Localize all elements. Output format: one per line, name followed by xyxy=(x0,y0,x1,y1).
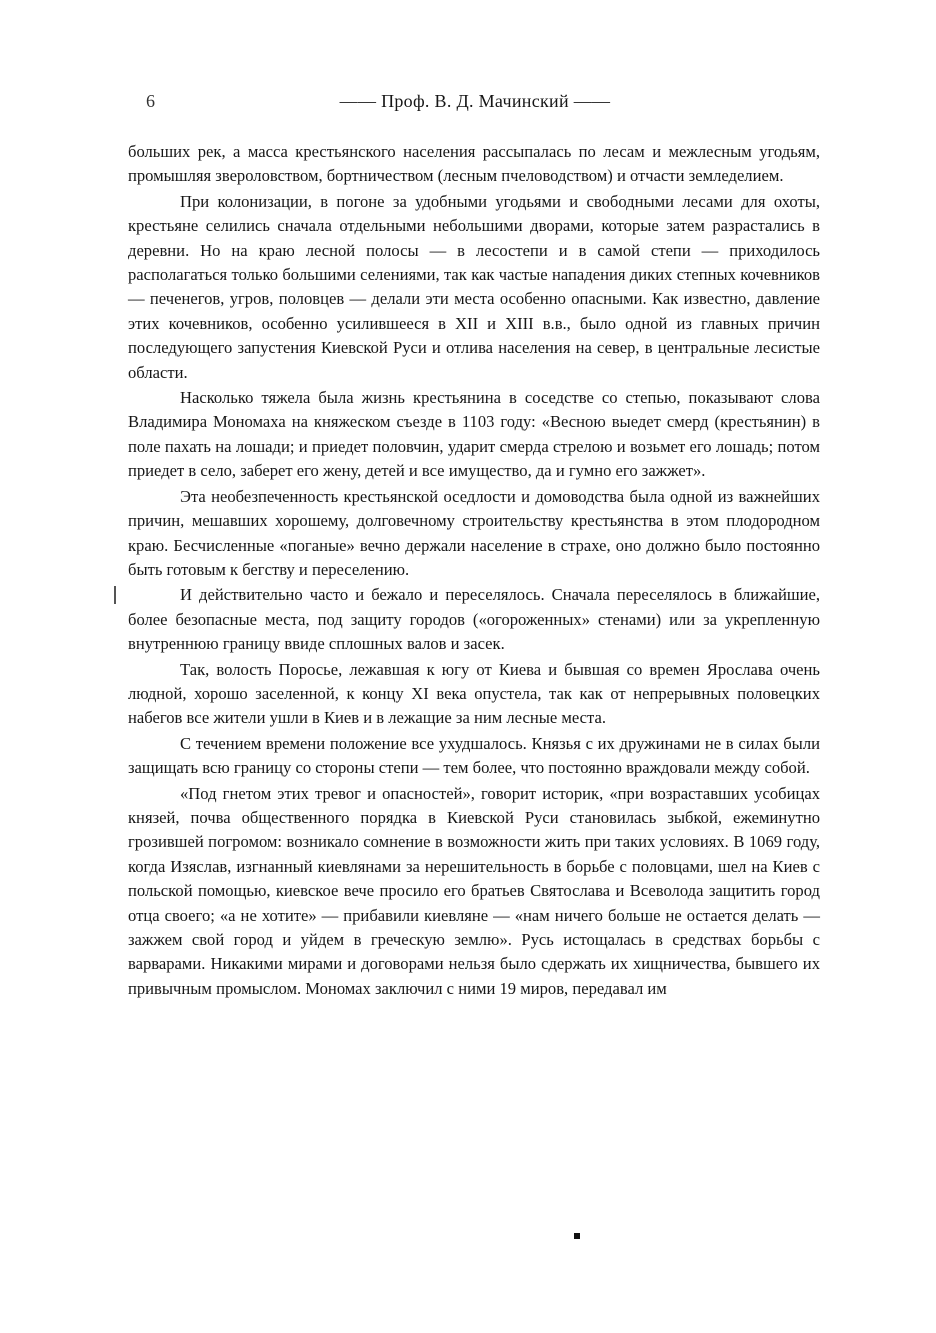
paragraph-8: «Под гнетом этих тревог и опасностей», говорит историк, «при возраставших усобицах князей, почва общественного порядка в Киевской Руси становилась зыбкой, ежеминутно грозившей погромом: возникало сомнение в возможности жить при таких условиях. В 1069 году, когда Изяслав, изгнанный киевлянами за нерешительность в борьбе с половцами, шел на Киев с польской помощью, киевское вече просило его братьев Святослава и Всеволода защитить город отца своего; «а не хотите» — прибавили киевляне — «нам ничего больше не остается делать — зажжем свой город и уйдем в греческую землю». Русь истощалась в средствах борьбы с варварами. Никакими мирами и договорами нельзя было сдержать их хищничества, бывшего их привычным промыслом. Мономах заключил с ними 19 миров, передавал им xyxy=(128,783,820,998)
paragraph-6: Так, волость Поросье, лежавшая к югу от Киева и бывшая со времен Ярослава очень людной, хорошо заселенной, к концу XI века опустела, так как от непрерывных половецких набегов все жители ушли в Киев и в лежащие за ним лесные места. xyxy=(128,659,820,728)
paragraph-7: С течением времени положение все ухудшалось. Князья с их дружинами не в силах были защищать всю границу со стороны степи — тем более, что постоянно враждовали между собой. xyxy=(128,733,820,778)
margin-mark xyxy=(114,586,116,604)
paragraph-4: Эта необезпеченность крестьянской оседлости и домоводства была одной из важнейших причин, мешавших хорошему, долговечному строительству крестьянства в этом плодородном краю. Бесчисленные «поганые» вечно держали население в страхе, оно должно было постоянно быть готовым к бегству и переселению. xyxy=(128,486,820,579)
body-text xyxy=(128,140,820,1001)
paragraph-2: При колонизации, в погоне за удобными угодьями и свободными лесами для охоты, крестьяне селились сначала отдельными небольшими дворами, которые затем разрастались в деревни. Но на краю лесной полосы — в лесостепи и в самой степи — приходилось располагаться только большими селениями, так как частые нападения диких степных кочевников — печенегов, угров, половцев — делали эти места особенно опасными. Как известно, давление этих кочевников, особенно усилившееся в XII и XIII в.в., было одной из главных причин последующего запустения Киевской Руси и отлива населения на север, в центральные лесистые области. xyxy=(128,191,820,382)
paragraph-1: больших рек, а масса крестьянского населения рассыпалась по лесам и межлесным угодьям, промышляя звероловством, бортничеством (лесным пчеловодством) и отчасти земледелием. xyxy=(128,142,820,186)
running-head: —— Проф. В. Д. Мачинский —— xyxy=(339,91,611,111)
paragraph-3: Насколько тяжела была жизнь крестьянина в соседстве со степью, показывают слова Владимира Мономаха на княжеском съезде в 1103 году: «Весною выедет смерд (крестьянин) в поле пахать на лошади; и приедет половчин, ударит смерда стрелою и возьмет его лошадь; потом приедет в село, заберет его жену, детей и все имущество, да и гумно его зажжет». xyxy=(128,388,820,481)
paragraph-5: И действительно часто и бежало и переселялось. Сначала переселялось в ближайшие, более безопасные места, под защиту городов («огороженных» стенами) или за укрепленную внутреннюю границу ввиде сплошных валов и засек. xyxy=(128,585,820,654)
page-number: 6 xyxy=(146,91,155,111)
footer-mark xyxy=(574,1233,580,1239)
